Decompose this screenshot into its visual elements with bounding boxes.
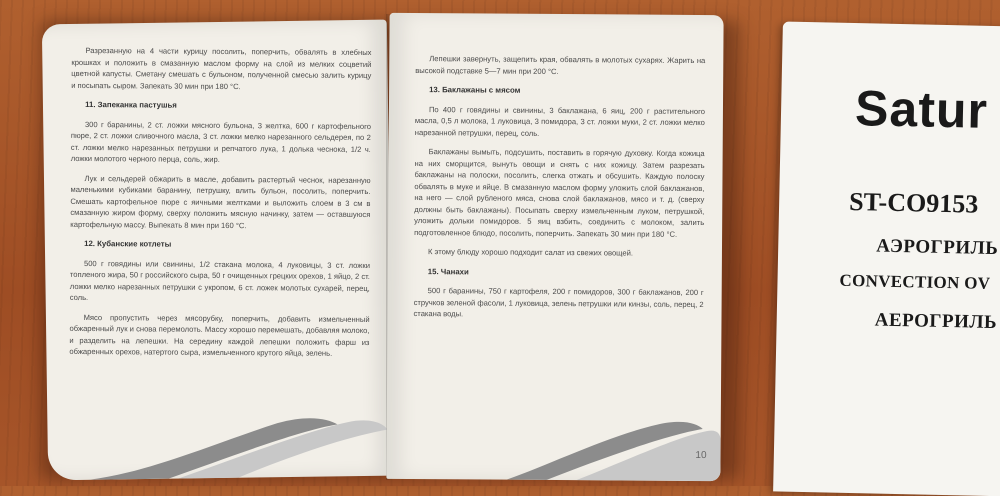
manual-cover-page (773, 22, 1000, 496)
right-intro-paragraph: Лепешки завернуть, защепить края, обвалять в молотых сухарях. Жарить на высокой подставке 5—7 мин при 200 °С. (415, 54, 706, 76)
left-text-column (69, 45, 371, 368)
right-text-column (413, 53, 705, 330)
recipe-13-ingredients: По 400 г говядины и свинины, 3 баклажана, 6 яиц, 200 г растительного масла, 0,5 л молока, 1 луковица, 3 помидора, 3 ст. ложки муки, 2 ст. ложки мелко нарезанной петрушки, перец, соль. (414, 104, 705, 138)
booklet-left-page (42, 20, 393, 481)
recipe-12-ingredients: 500 г говядины или свинины, 1/2 стакана молока, 4 луковицы, 3 ст. ложки топленого жира, 50 г российского сыра, 50 г очищенных грецких орехов, 1 яйцо, 2 ст. ложки мелко нарезанных петрушки с укропом, 6 ст. ложек молотых сухарей, перец, соль. (69, 258, 371, 303)
left-page-swoosh-decoration (87, 400, 388, 480)
product-name-english: CONVECTION OV (839, 270, 991, 293)
brand-name: Satur (854, 80, 989, 139)
page-number: 10 (695, 449, 707, 461)
booklet-right-page (386, 13, 723, 481)
recipe-13-method: Баклажаны вымыть, подсушить, поставить в горячую духовку. Когда кожица на них сморщится, вынуть овощи и снять с них кожицу. Затем разрезать баклажаны на полоски, посолить, слегка отжать и обсушить. Каждую полоску обвалять в муке и яйце. В смазанную маслом форму уложить слой баклажанов, на него — слой рубленого мяса, снова слой баклажанов, мясо и т. д. (сверху должны быть баклажаны). Посыпать сверху измельченным луком, петрушкой, уложить дольки помидоров. 5 яиц взбить, соединить с молоком, залить подготовленное блюдо, посолить, поперчить. Запекать 30 мин при 180 °С. (414, 147, 705, 239)
recipe-13-title: 13. Баклажаны с мясом (429, 85, 521, 95)
model-number: ST-CO9153 (848, 186, 979, 219)
left-intro-paragraph: Разрезанную на 4 части курицу посолить, поперчить, обвалять в хлебных крошках и положить в смазанную маслом форму на слой из мелких соцветий цветной капусты. Сметану смешать с бульоном, полученной смесью залить курицу и посыпать сыром. Запекать 30 мин при 180 °С. (71, 46, 372, 91)
product-name-ukrainian: АЕРОГРИЛЬ (874, 309, 998, 334)
recipe-15-title: 15. Чанахи (427, 266, 469, 276)
recipe-11-method: Лук и сельдерей обжарить в масле, добавить растертый чеснок, нарезанную маленькими кубиками баранину, петрушку, влить бульон, посолить, поперчить. Смешать картофельное пюре с яичными желтками и выложить слоем в 3 см в смазанную жиром форму, сверху положить мясную начинку, затем — оставшуюся картофельную массу. Выпекать 8 мин при 160 °С. (70, 173, 371, 230)
recipe-11-title: 11. Запеканка пастушья (85, 100, 177, 110)
right-page-swoosh-decoration (506, 406, 721, 481)
recipe-15-ingredients: 500 г баранины, 750 г картофеля, 200 г помидоров, 300 г баклажанов, 200 г стручков зеленой фасоли, 1 луковица, зелень петрушки или кинзы, соль, перец, 2 стакана воды. (413, 286, 704, 319)
recipe-11-ingredients: 300 г баранины, 2 ст. ложки мясного бульона, 3 желтка, 600 г картофельного пюре, 2 ст. ложки сливочного масла, 3 ст. ложки мелко нарезанного сельдерея, по 2 ст. ложки мелко нарезанных петрушки и репчатого лука, 1 долька чеснока, 1/2 ч. ложки молотого черного перца, соль, жир. (70, 119, 371, 164)
recipe-12-method: Мясо пропустить через мясорубку, поперчить, добавить измельченный обжаренный лук и снова перемолоть. Массу хорошо перемешать, добавляя молоко, и разделить на лепешки. На середину каждой лепешки положить фарш из обжаренных орехов, натертого сыра, измельченного крутого яйца, зелень. (69, 312, 370, 358)
product-name-russian: АЭРОГРИЛЬ (876, 235, 999, 260)
recipe-13-note: К этому блюду хорошо подходит салат из свежих овощей. (427, 247, 633, 258)
recipe-12-title: 12. Кубанские котлеты (84, 239, 172, 249)
